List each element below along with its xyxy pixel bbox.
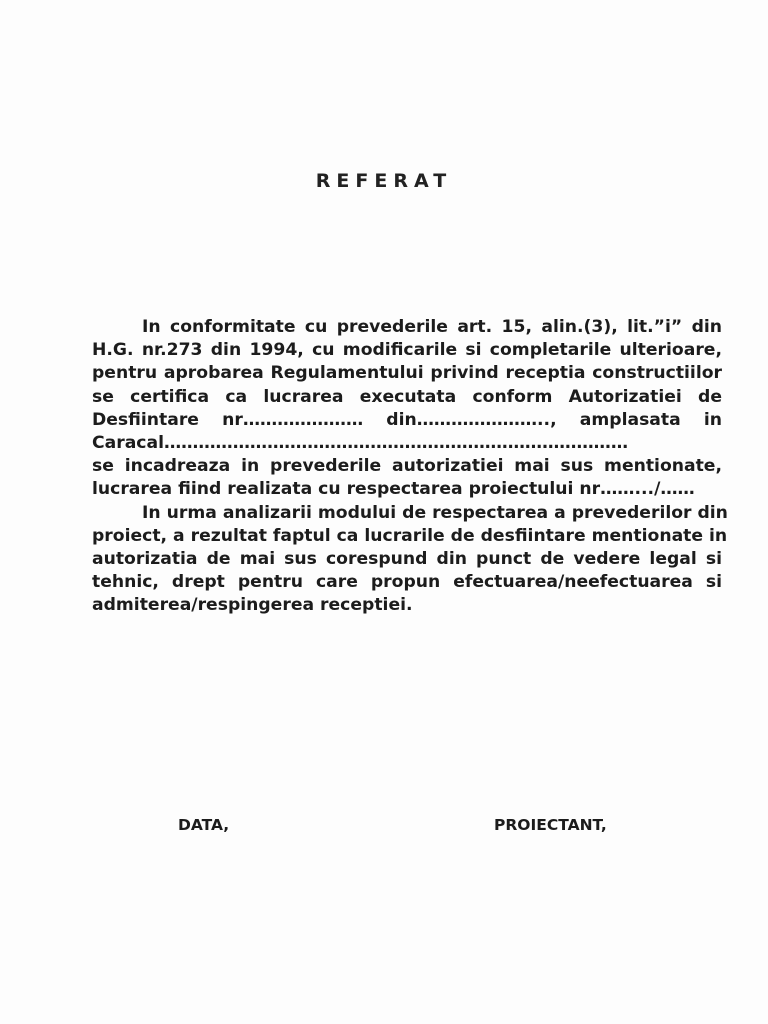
document-body (92, 316, 728, 618)
paragraph-line: tehnic, drept pentru care propun efectuarea/neefectuarea si (92, 572, 722, 593)
paragraph-line: pentru aprobarea Regulamentului privind receptia constructiilor (92, 363, 722, 384)
document-title: REFERAT (315, 170, 453, 192)
designer-signature-label: PROIECTANT, (494, 816, 607, 834)
paragraph-line: proiect, a rezultat faptul ca lucrarile de desfiintare mentionate in (92, 525, 728, 546)
paragraph-2 (92, 502, 728, 618)
paragraph-line: In urma analizarii modului de respectarea a prevederilor din (142, 502, 728, 523)
paragraph-line: autorizatia de mai sus corespund din punct de vedere legal si (92, 549, 722, 570)
paragraph-line: Desfiintare nr………………… din………………….., amplasata in (92, 409, 722, 430)
paragraph-line: admiterea/respingerea receptiei. (92, 595, 413, 616)
paragraph-line: In conformitate cu prevederile art. 15, alin.(3), lit.”i” din (142, 317, 722, 337)
date-signature-label: DATA, (178, 816, 230, 834)
paragraph-1 (92, 316, 722, 502)
paragraph-line: Caracal……………………………………………………………………… (92, 433, 629, 454)
paragraph-line: H.G. nr.273 din 1994, cu modificarile si completarile ulterioare, (92, 340, 722, 361)
paragraph-line: lucrarea fiind realizata cu respectarea proiectului nr…….../…… (92, 479, 695, 500)
paragraph-line: se incadreaza in prevederile autorizatiei mai sus mentionate, (92, 456, 722, 477)
paragraph-line: se certifica ca lucrarea executata conform Autorizatiei de (92, 386, 722, 407)
